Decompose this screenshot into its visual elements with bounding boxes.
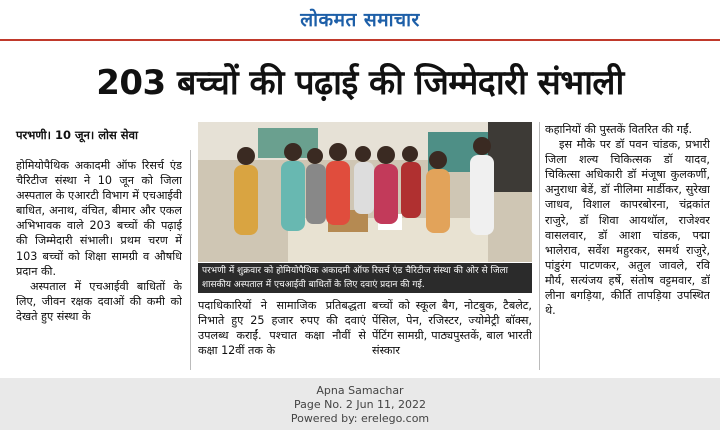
footer xyxy=(0,378,720,430)
paragraph: इस मौके पर डॉ पवन चांडक, प्रभारी जिला शल्य चिकित्सक डॉ यादव, चिकित्सा अधिकारी डॉ मंजूषा कुलकर्णी, अनुराधा बेडें, डॉ नीलिमा मार्डीकर, सुरेखा जाधव, विशाल कापरबोरना, चंद्रकांत राजुरे, डॉ शिवा आयथॉल, राजेश्वर वासलवार, डॉ आशा चांडक, पद्मा भालेराव, सर्वेश महुरकर, समर्थ राजुरे, पांडुरंग पाटणकर, अतुल जावले, रवि मौर्य, सत्यंजय हर्षे, संतोष वट्टमवार, डॉ लीना बगड़िया, कीर्ति तापड़िया उपस्थित थे. xyxy=(545,138,710,318)
photo-caption: परभणी में शुक्रवार को होमियोपैथिक अकादमी ऑफ रिसर्च एंड चैरिटीज संस्था की ओर से जिला शासकीय अस्पताल में एचआईवी बाधितों के लिए दवाएं प्रदान की गई. xyxy=(198,263,532,293)
masthead-rule xyxy=(0,39,720,41)
masthead xyxy=(0,0,720,46)
page-date: Page No. 2 Jun 11, 2022 xyxy=(293,398,427,411)
column-divider xyxy=(190,150,191,370)
photo-illustration xyxy=(198,122,532,262)
powered-by: Powered by: erelego.com xyxy=(290,412,430,425)
article-column-3 xyxy=(372,298,532,368)
headline: 203 बच्चों की पढ़ाई की जिम्मेदारी संभाली xyxy=(96,63,624,103)
paragraph: बच्चों को स्कूल बैग, नोटबुक, टैबलेट, पेंसिल, पेन, रजिस्टर, ज्योमेट्री बॉक्स, पेंटिंग सामग्री, पाठ्यपुस्तकें, बाल भारती संस्कार xyxy=(372,299,532,358)
dateline xyxy=(16,128,138,143)
news-photo xyxy=(198,122,532,262)
paragraph: होमियोपैथिक अकादमी ऑफ रिसर्च एंड चैरिटीज संस्था ने 10 जून को जिला अस्पताल के एआरटी विभाग में एचआईवी बाधित, अनाथ, वंचित, बीमार और एकल अभिभावक वाले 203 बच्चों की पढ़ाई की जिम्मेदारी संभाली। प्रथम चरण में 103 बच्चों को शिक्षा सामग्री व औषधि प्रदान की. xyxy=(16,159,182,278)
column-divider xyxy=(539,122,540,370)
article-column-4 xyxy=(545,122,710,368)
article-column-2 xyxy=(198,298,366,368)
paragraph: कहानियों की पुस्तकें वितरित की गईं. xyxy=(545,123,693,136)
paragraph: पदाधिकारियों ने सामाजिक प्रतिबद्धता निभाते हुए 25 हजार रुपए की दवाएं उपलब्ध कराईं. पश्चात कक्षा नौवीं से कक्षा 12वीं तक के xyxy=(198,299,366,358)
newspaper-name: लोकमत समाचार xyxy=(300,9,420,31)
dateline-text: परभणी। 10 जून। लोस सेवा xyxy=(16,128,138,142)
article-column-1 xyxy=(16,158,182,368)
publication-name: Apna Samachar xyxy=(316,384,404,397)
paragraph: अस्पताल में एचआईवी बाधितों के लिए, जीवन रक्षक दवाओं की कमी को देखते हुए संस्था के xyxy=(16,279,182,323)
